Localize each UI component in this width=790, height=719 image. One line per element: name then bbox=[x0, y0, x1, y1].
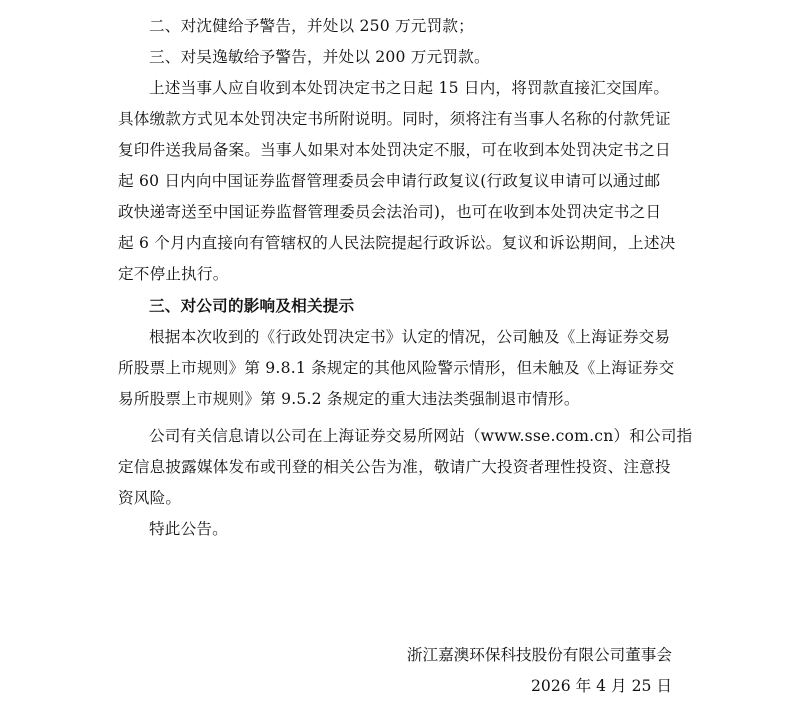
payment-paragraph-line: 政快递寄送至中国证券监督管理委员会法治司)，也可在收到本处罚决定书之日 bbox=[118, 203, 662, 221]
signature-date: 2026 年 4 月 25 日 bbox=[530, 677, 672, 695]
impact-paragraph-line: 易所股票上市规则》第 9.5.2 条规定的重大违法类强制退市情形。 bbox=[118, 390, 580, 408]
penalty-item-shen-jian: 二、对沈健给予警告，并处以 250 万元罚款； bbox=[149, 17, 474, 35]
payment-paragraph-line: 具体缴款方式见本处罚决定书所附说明。同时，须将注有当事人名称的付款凭证 bbox=[118, 110, 671, 128]
section-heading: 三、对公司的影响及相关提示 bbox=[149, 296, 355, 315]
impact-paragraph-line: 所股票上市规则》第 9.8.1 条规定的其他风险警示情形，但未触及《上海证券交 bbox=[118, 359, 675, 377]
penalty-item-wu-yimin: 三、对吴逸敏给予警告，并处以 200 万元罚款。 bbox=[149, 48, 490, 66]
payment-paragraph-line: 定不停止执行。 bbox=[118, 265, 229, 283]
info-paragraph-line: 资风险。 bbox=[118, 489, 182, 507]
payment-paragraph-line: 起 60 日内向中国证券监督管理委员会申请行政复议(行政复议申请可以通过邮 bbox=[118, 172, 661, 190]
closing-text: 特此公告。 bbox=[149, 520, 228, 538]
payment-paragraph-line: 起 6 个月内直接向有管辖权的人民法院提起行政诉讼。复议和诉讼期间，上述决 bbox=[118, 234, 676, 252]
info-paragraph-line: 公司有关信息请以公司在上海证券交易所网站（www.sse.com.cn）和公司指 bbox=[149, 427, 693, 445]
impact-paragraph-line: 根据本次收到的《行政处罚决定书》认定的情况，公司触及《上海证券交易 bbox=[149, 328, 671, 346]
payment-paragraph-line: 复印件送我局备案。当事人如果对本处罚决定不服，可在收到本处罚决定书之日 bbox=[118, 141, 671, 159]
info-paragraph-line: 定信息披露媒体发布或刊登的相关公告为准，敬请广大投资者理性投资、注意投 bbox=[118, 458, 671, 476]
payment-paragraph-line: 上述当事人应自收到本处罚决定书之日起 15 日内，将罚款直接汇交国库。 bbox=[149, 79, 670, 97]
signature-company: 浙江嘉澳环保科技股份有限公司董事会 bbox=[406, 646, 672, 664]
